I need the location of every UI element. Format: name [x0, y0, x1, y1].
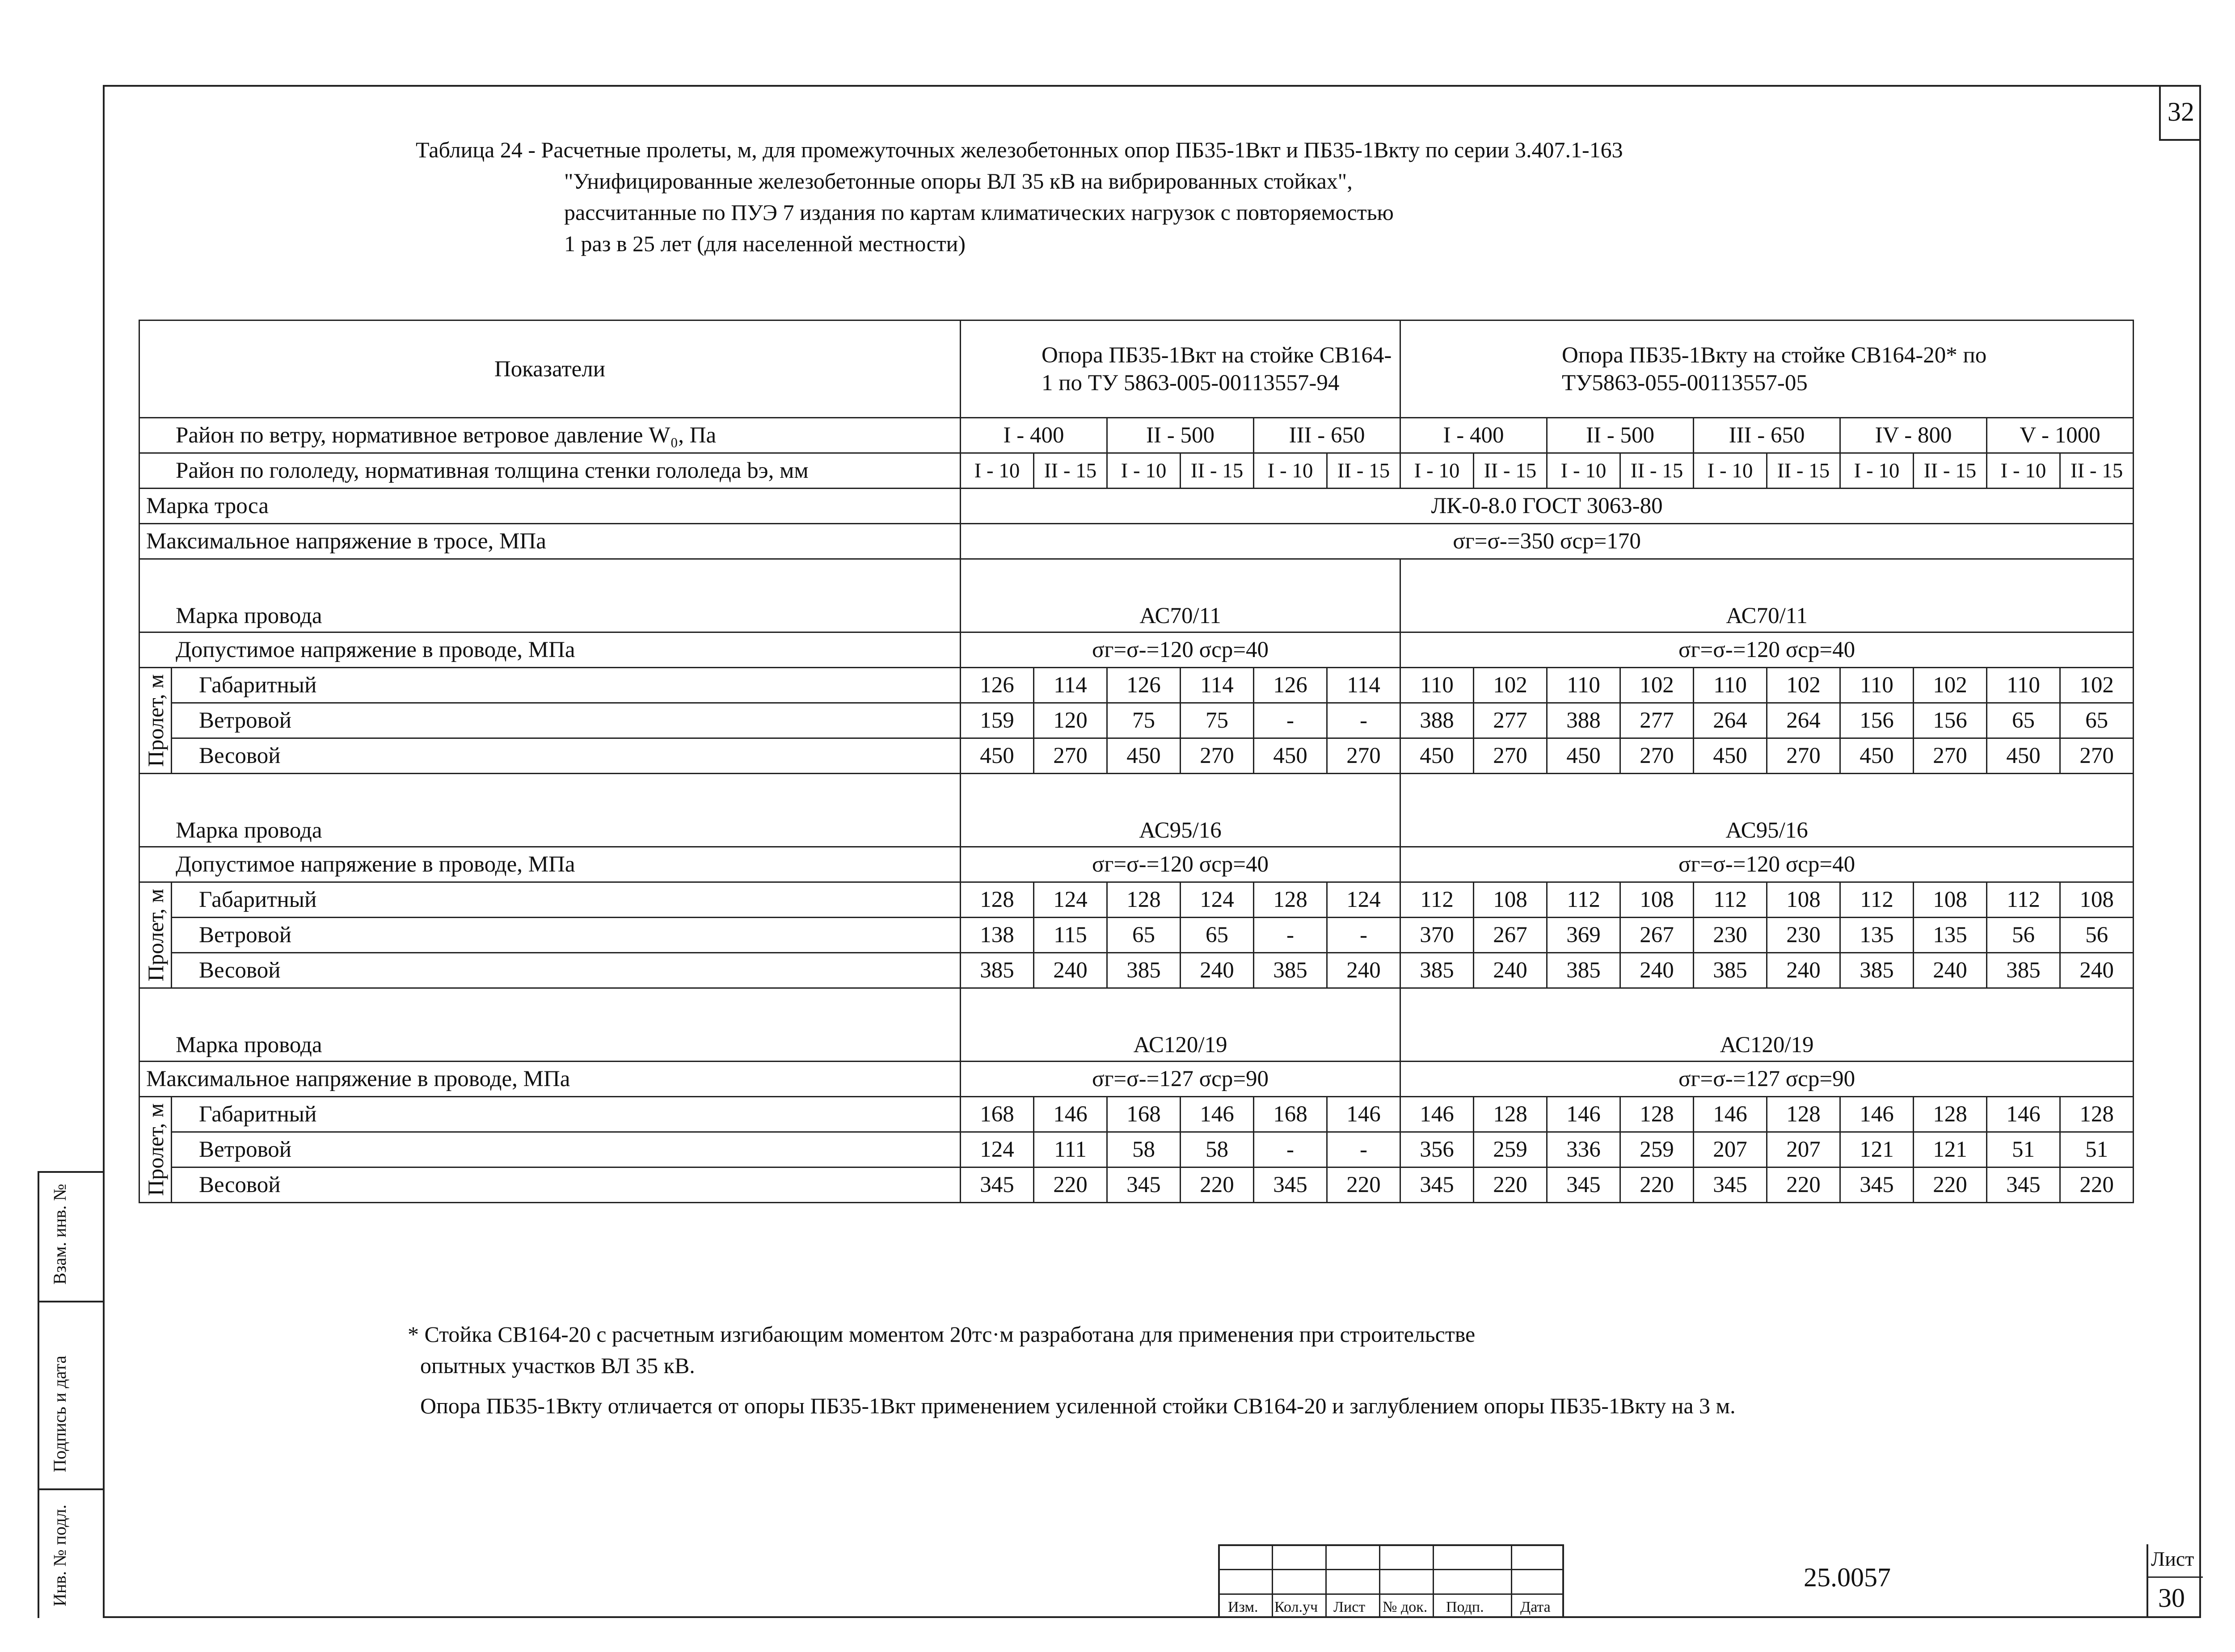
wire-stress-support-2: σг=σ-=120 σср=40: [1400, 632, 2134, 668]
wire-stress-support-1: σг=σ-=127 σср=90: [961, 1062, 1400, 1097]
value-cell: 121: [1840, 1132, 1914, 1167]
row-label: Весовой: [172, 1167, 961, 1203]
value-cell: 230: [1767, 918, 1840, 953]
ice-region-4: I - 10: [1254, 453, 1327, 489]
value-cell: 135: [1840, 918, 1914, 953]
value-cell: 124: [961, 1132, 1034, 1167]
value-cell: -: [1254, 1132, 1327, 1167]
value-cell: -: [1327, 918, 1400, 953]
ice-region-6: I - 10: [1400, 453, 1474, 489]
value-cell: 240: [1620, 953, 1694, 988]
value-cell: 385: [1547, 953, 1620, 988]
side-cell-inv: [38, 1488, 103, 1618]
section-wire-row: [139, 559, 2134, 632]
value-cell: 220: [1327, 1167, 1400, 1203]
value-cell: 111: [1034, 1132, 1107, 1167]
value-cell: 126: [1107, 668, 1181, 703]
title-line-2: "Унифицированные железобетонные опоры ВЛ 35 кВ на вибрированных стойках",: [564, 169, 1353, 194]
table-row: [139, 703, 2134, 738]
value-cell: 108: [2060, 882, 2134, 918]
value-cell: 108: [1914, 882, 1987, 918]
value-cell: 240: [1767, 953, 1840, 988]
side-label-inv: Инв. № подл.: [50, 1504, 70, 1606]
value-cell: 75: [1181, 703, 1254, 738]
value-cell: 121: [1914, 1132, 1987, 1167]
wind-region-6: IV - 800: [1840, 418, 1987, 453]
ice-region-13: II - 15: [1914, 453, 1987, 489]
wind-region-4: II - 500: [1547, 418, 1694, 453]
cable-stress-label: Максимальное напряжение в тросе, МПа: [139, 524, 961, 559]
value-cell: 124: [1034, 882, 1107, 918]
sheet-label: Лист: [2151, 1547, 2194, 1570]
table-row: [139, 1167, 2134, 1203]
value-cell: 270: [1914, 738, 1987, 774]
wire-stress-support-2: σг=σ-=120 σср=40: [1400, 847, 2134, 882]
value-cell: 168: [1254, 1097, 1327, 1132]
wind-region-0: I - 400: [961, 418, 1107, 453]
value-cell: 108: [1620, 882, 1694, 918]
value-cell: 112: [1400, 882, 1474, 918]
span-label-cell: [139, 668, 172, 774]
value-cell: 128: [1914, 1097, 1987, 1132]
wire-brand-support-1: АС95/16: [961, 774, 1400, 847]
row-label: Ветровой: [172, 918, 961, 953]
value-cell: 345: [1694, 1167, 1767, 1203]
ice-region-3: II - 15: [1181, 453, 1254, 489]
value-cell: 385: [1400, 953, 1474, 988]
ice-region-10: I - 10: [1694, 453, 1767, 489]
value-cell: 388: [1400, 703, 1474, 738]
wire-brand-support-2: АС95/16: [1400, 774, 2134, 847]
value-cell: 450: [961, 738, 1034, 774]
value-cell: 220: [1181, 1167, 1254, 1203]
value-cell: 267: [1620, 918, 1694, 953]
value-cell: 270: [1474, 738, 1547, 774]
title-block: [1218, 1544, 2201, 1618]
section-stress-row: [139, 847, 2134, 882]
stamp-caption-izm: Изм.: [1228, 1599, 1258, 1615]
value-cell: 220: [1914, 1167, 1987, 1203]
value-cell: 385: [1840, 953, 1914, 988]
value-cell: 388: [1547, 703, 1620, 738]
value-cell: 124: [1181, 882, 1254, 918]
value-cell: 450: [1400, 738, 1474, 774]
wind-region-5: III - 650: [1694, 418, 1840, 453]
section-stress-row: [139, 632, 2134, 668]
value-cell: 75: [1107, 703, 1181, 738]
value-cell: 102: [1474, 668, 1547, 703]
value-cell: 220: [2060, 1167, 2134, 1203]
value-cell: 156: [1914, 703, 1987, 738]
wind-region-7: V - 1000: [1987, 418, 2134, 453]
table-row: [139, 738, 2134, 774]
value-cell: 267: [1474, 918, 1547, 953]
wire-brand-support-2: АС120/19: [1400, 988, 2134, 1062]
sheet-number-box: [2146, 1544, 2201, 1618]
value-cell: 259: [1620, 1132, 1694, 1167]
value-cell: 128: [1254, 882, 1327, 918]
value-cell: 156: [1840, 703, 1914, 738]
value-cell: 146: [1840, 1097, 1914, 1132]
stamp-caption-doc: № док.: [1383, 1599, 1428, 1615]
stamp-caption-kol: Кол.уч: [1274, 1599, 1318, 1615]
value-cell: 114: [1327, 668, 1400, 703]
span-label: Пролет, м: [143, 1103, 168, 1196]
value-cell: 58: [1107, 1132, 1181, 1167]
ice-region-9: II - 15: [1620, 453, 1694, 489]
value-cell: 385: [961, 953, 1034, 988]
value-cell: -: [1254, 703, 1327, 738]
ice-region-label: Район по гололеду, нормативная толщина стенки гололеда bэ, мм: [139, 453, 961, 489]
value-cell: 128: [1107, 882, 1181, 918]
value-cell: 159: [961, 703, 1034, 738]
value-cell: 207: [1694, 1132, 1767, 1167]
stamp-caption-sign: Подп.: [1446, 1599, 1484, 1615]
value-cell: -: [1327, 1132, 1400, 1167]
value-cell: 102: [1620, 668, 1694, 703]
table-title: [416, 134, 1623, 259]
spans-table: [139, 320, 2134, 1203]
value-cell: 146: [1987, 1097, 2060, 1132]
value-cell: 168: [1107, 1097, 1181, 1132]
span-label: Пролет, м: [143, 889, 168, 982]
value-cell: 146: [1694, 1097, 1767, 1132]
row-label: Габаритный: [172, 1097, 961, 1132]
value-cell: -: [1327, 703, 1400, 738]
value-cell: -: [1254, 918, 1327, 953]
table-row: [139, 882, 2134, 918]
table-row: [139, 668, 2134, 703]
wire-stress-label: Допустимое напряжение в проводе, МПа: [139, 632, 961, 668]
value-cell: 240: [1034, 953, 1107, 988]
value-cell: 264: [1767, 703, 1840, 738]
side-label-sign: Подпись и дата: [50, 1355, 70, 1472]
value-cell: 146: [1034, 1097, 1107, 1132]
value-cell: 270: [1327, 738, 1400, 774]
wire-stress-support-2: σг=σ-=127 σср=90: [1400, 1062, 2134, 1097]
table-row: [139, 918, 2134, 953]
value-cell: 207: [1767, 1132, 1840, 1167]
value-cell: 385: [1107, 953, 1181, 988]
value-cell: 240: [2060, 953, 2134, 988]
value-cell: 240: [1181, 953, 1254, 988]
value-cell: 385: [1987, 953, 2060, 988]
table-row: [139, 1132, 2134, 1167]
value-cell: 56: [2060, 918, 2134, 953]
wire-stress-support-1: σг=σ-=120 σср=40: [961, 847, 1400, 882]
value-cell: 115: [1034, 918, 1107, 953]
ice-region-12: I - 10: [1840, 453, 1914, 489]
value-cell: 65: [1181, 918, 1254, 953]
value-cell: 108: [1474, 882, 1547, 918]
value-cell: 220: [1620, 1167, 1694, 1203]
value-cell: 345: [1987, 1167, 2060, 1203]
value-cell: 126: [1254, 668, 1327, 703]
sheet-top-number: 32: [2159, 85, 2201, 141]
stamp-caption-list: Лист: [1333, 1599, 1366, 1615]
value-cell: 168: [961, 1097, 1034, 1132]
value-cell: 356: [1400, 1132, 1474, 1167]
value-cell: 345: [1547, 1167, 1620, 1203]
row-label: Ветровой: [172, 1132, 961, 1167]
row-label: Габаритный: [172, 668, 961, 703]
value-cell: 220: [1767, 1167, 1840, 1203]
header-indicators: Показатели: [139, 320, 961, 418]
value-cell: 108: [1767, 882, 1840, 918]
side-cell-sign: [38, 1301, 103, 1488]
value-cell: 128: [1620, 1097, 1694, 1132]
value-cell: 110: [1694, 668, 1767, 703]
span-label: Пролет, м: [143, 674, 168, 767]
value-cell: 114: [1181, 668, 1254, 703]
value-cell: 146: [1547, 1097, 1620, 1132]
value-cell: 345: [1107, 1167, 1181, 1203]
title-line-4: 1 раз в 25 лет (для населенной местности): [564, 231, 966, 256]
ice-region-14: I - 10: [1987, 453, 2060, 489]
wire-brand-label: Марка провода: [139, 559, 961, 632]
cable-brand-label: Марка троса: [139, 489, 961, 524]
ice-region-2: I - 10: [1107, 453, 1181, 489]
value-cell: 270: [1034, 738, 1107, 774]
ice-region-8: I - 10: [1547, 453, 1620, 489]
value-cell: 450: [1840, 738, 1914, 774]
value-cell: 112: [1987, 882, 2060, 918]
value-cell: 277: [1474, 703, 1547, 738]
value-cell: 146: [1400, 1097, 1474, 1132]
value-cell: 270: [1181, 738, 1254, 774]
value-cell: 110: [1400, 668, 1474, 703]
value-cell: 264: [1694, 703, 1767, 738]
value-cell: 51: [2060, 1132, 2134, 1167]
value-cell: 220: [1034, 1167, 1107, 1203]
value-cell: 220: [1474, 1167, 1547, 1203]
value-cell: 450: [1547, 738, 1620, 774]
wire-brand-label: Марка провода: [139, 988, 961, 1062]
value-cell: 102: [1767, 668, 1840, 703]
row-label: Ветровой: [172, 703, 961, 738]
wind-region-label: Район по ветру, нормативное ветровое давление W₀, Па: [139, 418, 961, 453]
notes: [408, 1319, 1736, 1421]
value-cell: 102: [1914, 668, 1987, 703]
value-cell: 56: [1987, 918, 2060, 953]
value-cell: 65: [2060, 703, 2134, 738]
ice-region-1: II - 15: [1034, 453, 1107, 489]
section-wire-row: [139, 774, 2134, 847]
side-stamp: [38, 1171, 103, 1618]
row-label: Габаритный: [172, 882, 961, 918]
value-cell: 450: [1107, 738, 1181, 774]
value-cell: 259: [1474, 1132, 1547, 1167]
wire-brand-label: Марка провода: [139, 774, 961, 847]
value-cell: 277: [1620, 703, 1694, 738]
wire-stress-label: Допустимое напряжение в проводе, МПа: [139, 847, 961, 882]
value-cell: 385: [1694, 953, 1767, 988]
note-1-line-1: * Стойка СВ164-20 с расчетным изгибающим моментом 20тс·м разработана для применения при строительстве: [408, 1322, 1476, 1347]
value-cell: 65: [1107, 918, 1181, 953]
span-label-cell: [139, 882, 172, 988]
title-line-1: Таблица 24 - Расчетные пролеты, м, для промежуточных железобетонных опор ПБ35-1Вкт и ПБ35-1Вкту по серии 3.407.1-163: [416, 137, 1623, 162]
table-row: [139, 953, 2134, 988]
value-cell: 369: [1547, 918, 1620, 953]
value-cell: 240: [1474, 953, 1547, 988]
value-cell: 128: [2060, 1097, 2134, 1132]
value-cell: 230: [1694, 918, 1767, 953]
value-cell: 128: [1474, 1097, 1547, 1132]
value-cell: 112: [1547, 882, 1620, 918]
value-cell: 128: [961, 882, 1034, 918]
value-cell: 270: [1767, 738, 1840, 774]
row-label: Весовой: [172, 953, 961, 988]
note-2: Опора ПБ35-1Вкту отличается от опоры ПБ35-1Вкт применением усиленной стойки СВ164-20 и заглублением опоры ПБ35-1Вкту на 3 м.: [420, 1393, 1736, 1418]
note-1-line-2: опытных участков ВЛ 35 кВ.: [420, 1353, 695, 1378]
header-support-1: Опора ПБ35-1Вкт на стойке СВ164-1 по ТУ 5863-005-00113557-94: [961, 320, 1400, 418]
value-cell: 110: [1987, 668, 2060, 703]
value-cell: 270: [2060, 738, 2134, 774]
value-cell: 270: [1620, 738, 1694, 774]
ice-region-7: II - 15: [1474, 453, 1547, 489]
title-line-3: рассчитанные по ПУЭ 7 издания по картам климатических нагрузок с повторяемостью: [564, 200, 1394, 225]
wire-brand-support-1: АС120/19: [961, 988, 1400, 1062]
header-support-2: Опора ПБ35-1Вкту на стойке СВ164-20* по ТУ5863-055-00113557-05: [1400, 320, 2134, 418]
row-label: Весовой: [172, 738, 961, 774]
value-cell: 135: [1914, 918, 1987, 953]
value-cell: 138: [961, 918, 1034, 953]
wire-brand-support-2: АС70/11: [1400, 559, 2134, 632]
value-cell: 345: [961, 1167, 1034, 1203]
value-cell: 102: [2060, 668, 2134, 703]
wind-region-3: I - 400: [1400, 418, 1547, 453]
value-cell: 450: [1254, 738, 1327, 774]
value-cell: 450: [1694, 738, 1767, 774]
value-cell: 110: [1547, 668, 1620, 703]
value-cell: 336: [1547, 1132, 1620, 1167]
value-cell: 345: [1400, 1167, 1474, 1203]
value-cell: 345: [1254, 1167, 1327, 1203]
wire-brand-support-1: АС70/11: [961, 559, 1400, 632]
value-cell: 65: [1987, 703, 2060, 738]
value-cell: 450: [1987, 738, 2060, 774]
value-cell: 146: [1181, 1097, 1254, 1132]
ice-region-11: II - 15: [1767, 453, 1840, 489]
table-row: [139, 1097, 2134, 1132]
section-stress-row: [139, 1062, 2134, 1097]
value-cell: 385: [1254, 953, 1327, 988]
value-cell: 120: [1034, 703, 1107, 738]
document-code: 25.0057: [1804, 1563, 1891, 1592]
wind-region-1: II - 500: [1107, 418, 1254, 453]
value-cell: 128: [1767, 1097, 1840, 1132]
ice-region-0: I - 10: [961, 453, 1034, 489]
value-cell: 146: [1327, 1097, 1400, 1132]
side-cell-replace: [38, 1171, 103, 1301]
value-cell: 51: [1987, 1132, 2060, 1167]
span-label-cell: [139, 1097, 172, 1203]
cable-brand-value: ЛК-0-8.0 ГОСТ 3063-80: [961, 489, 2134, 524]
value-cell: 112: [1694, 882, 1767, 918]
wire-stress-support-1: σг=σ-=120 σср=40: [961, 632, 1400, 668]
ice-region-15: II - 15: [2060, 453, 2134, 489]
stamp-caption-date: Дата: [1520, 1599, 1551, 1615]
side-label-replace: Взам. инв. №: [50, 1184, 70, 1285]
value-cell: 124: [1327, 882, 1400, 918]
section-wire-row: [139, 988, 2134, 1062]
sheet-number: 30: [2158, 1583, 2185, 1613]
wire-stress-label: Максимальное напряжение в проводе, МПа: [139, 1062, 961, 1097]
value-cell: 370: [1400, 918, 1474, 953]
value-cell: 345: [1840, 1167, 1914, 1203]
value-cell: 58: [1181, 1132, 1254, 1167]
ice-region-5: II - 15: [1327, 453, 1400, 489]
value-cell: 240: [1327, 953, 1400, 988]
value-cell: 114: [1034, 668, 1107, 703]
value-cell: 126: [961, 668, 1034, 703]
wind-region-2: III - 650: [1254, 418, 1400, 453]
value-cell: 110: [1840, 668, 1914, 703]
value-cell: 112: [1840, 882, 1914, 918]
cable-stress-value: σг=σ-=350 σср=170: [961, 524, 2134, 559]
value-cell: 240: [1914, 953, 1987, 988]
